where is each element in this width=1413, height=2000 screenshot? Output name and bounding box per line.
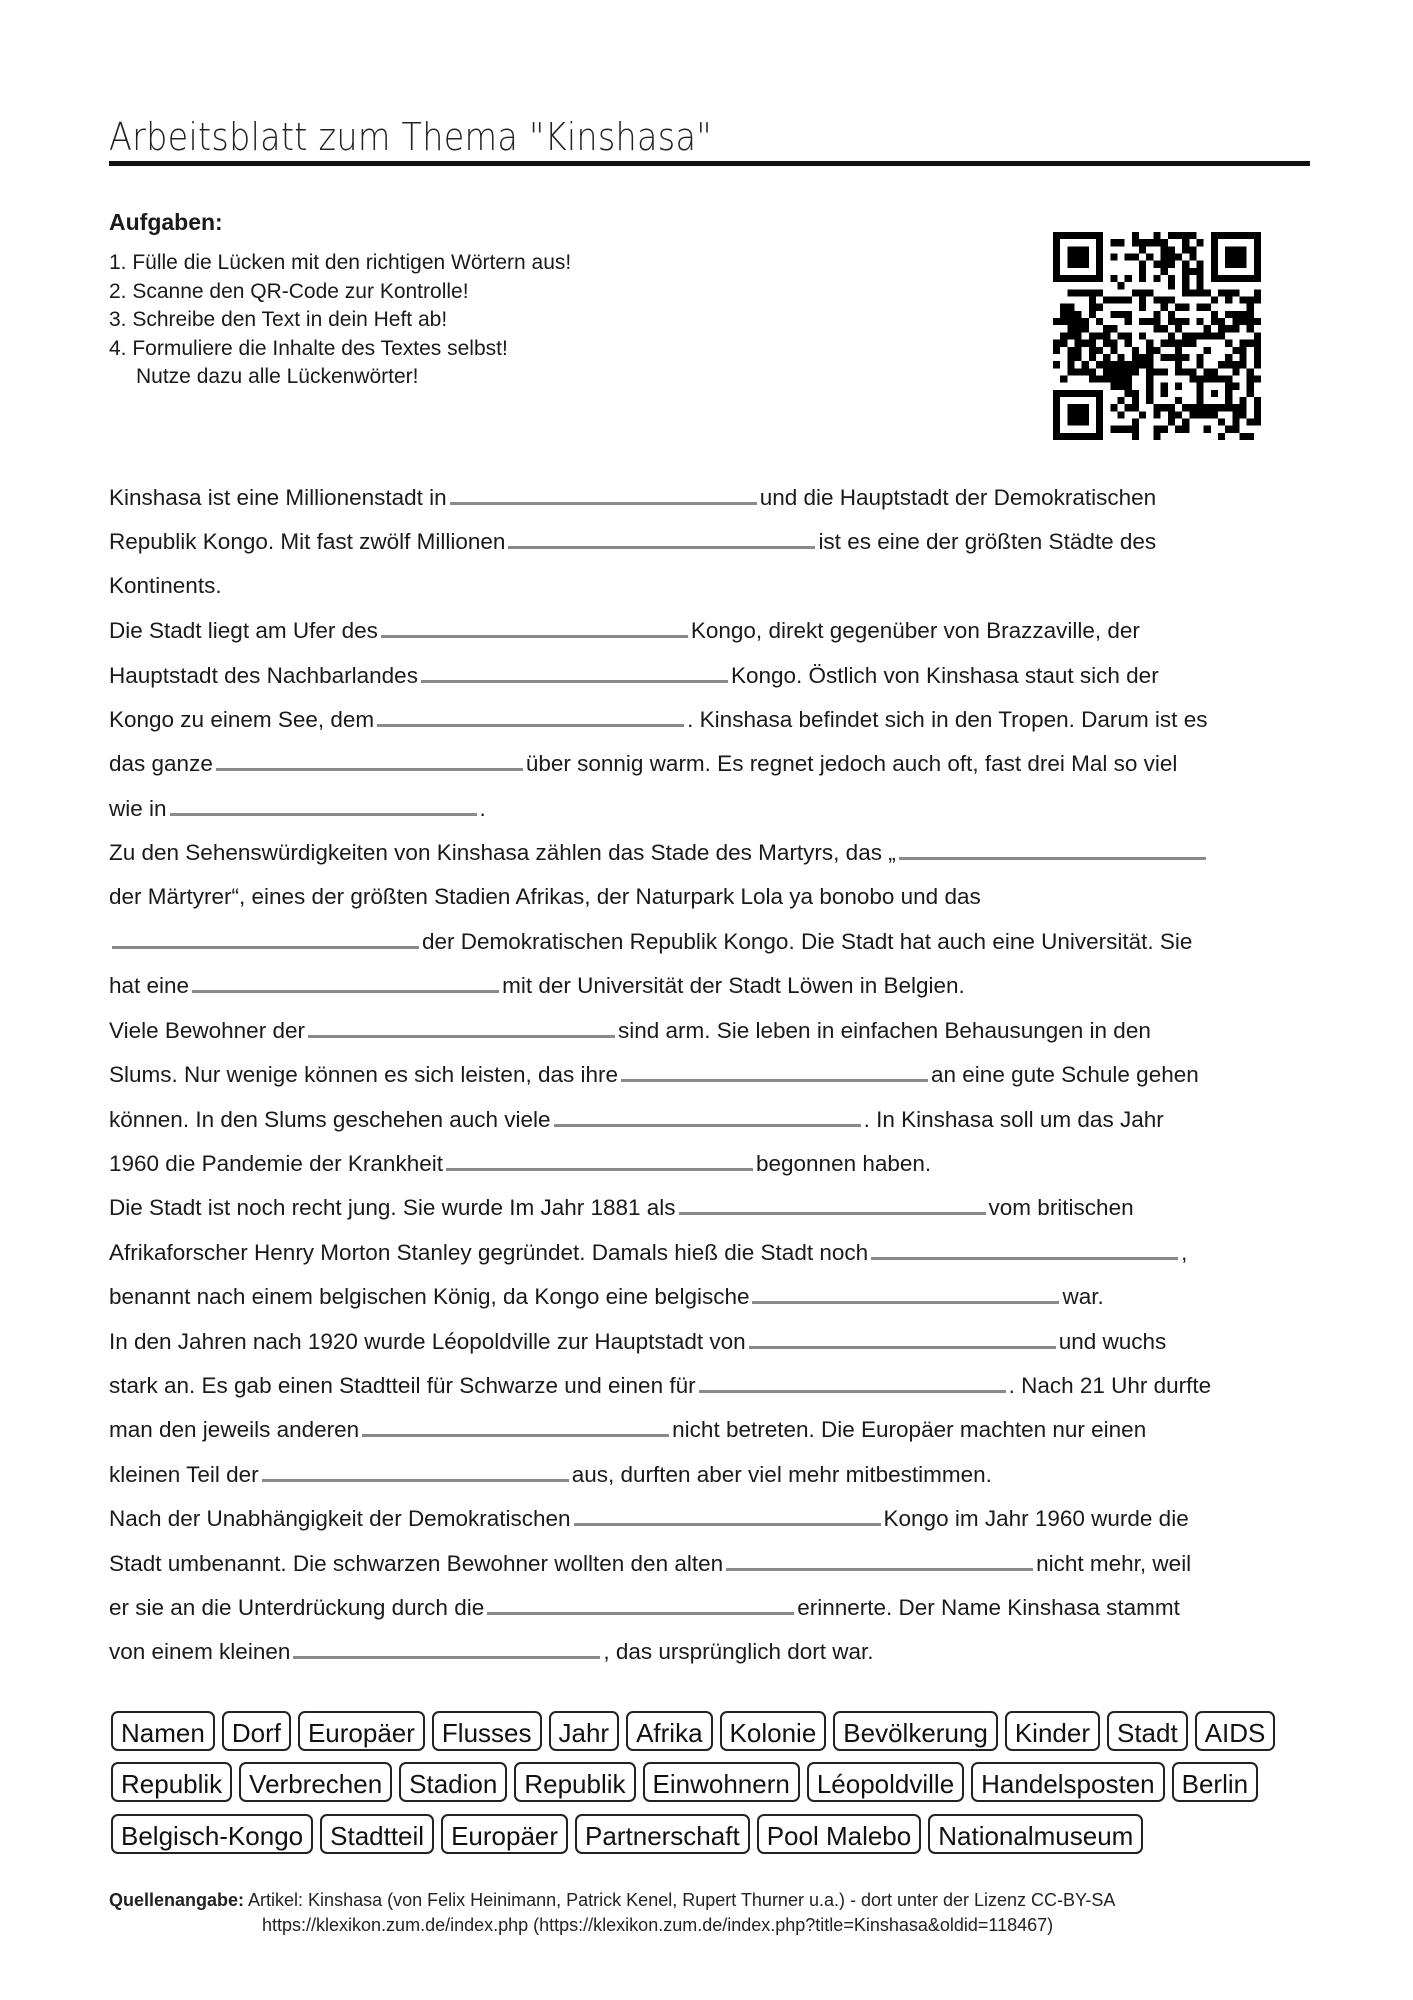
text-line — [109, 482, 1156, 513]
text-segment: Republik Kongo. Mit fast zwölf Millionen — [109, 529, 506, 555]
text-segment: Kongo zu einem See, dem — [109, 707, 375, 732]
text-line — [109, 660, 1159, 691]
task-item: 3. Schreibe den Text in dein Heft ab! — [109, 308, 448, 331]
word-chip[interactable]: Dorf — [222, 1711, 291, 1751]
text-segment: begonnen haben. — [755, 1151, 932, 1176]
blank-gap[interactable] — [508, 526, 815, 549]
blank-gap[interactable] — [554, 1104, 861, 1127]
word-bank-row — [111, 1711, 1275, 1751]
word-chip[interactable]: Einwohnern — [643, 1762, 800, 1802]
text-line — [109, 1059, 1199, 1090]
word-chip[interactable]: Nationalmuseum — [928, 1814, 1143, 1854]
text-segment: der Demokratischen Republik Kongo. Die Stadt hat auch eine Universität. Sie — [422, 929, 1193, 954]
text-segment: , das ursprünglich dort war. — [603, 1639, 874, 1665]
word-chip[interactable]: Pool Malebo — [757, 1814, 922, 1854]
text-line — [109, 1281, 1104, 1312]
word-chip[interactable]: Bevölkerung — [833, 1711, 998, 1751]
text-segment: an eine gute Schule gehen — [931, 1062, 1199, 1088]
blank-gap[interactable] — [574, 1503, 881, 1526]
text-line — [109, 793, 486, 824]
text-line — [109, 1015, 1151, 1046]
text-segment: nicht betreten. Die Europäer machten nur einen — [672, 1417, 1147, 1443]
text-line — [109, 1636, 874, 1667]
source-text: Artikel: Kinshasa (von Felix Heinimann, Patrick Kenel, Rupert Thurner u.a.) - dort unter der Lizenz CC-BY-SA — [244, 1890, 1116, 1910]
text-segment: über sonnig warm. Es regnet jedoch auch oft, fast drei Mal so viel — [525, 751, 1178, 777]
text-segment: war. — [1062, 1284, 1104, 1310]
text-segment: Hauptstadt des Nachbarlandes — [109, 662, 418, 688]
word-bank-row — [111, 1814, 1143, 1854]
text-segment: nicht mehr, weil — [1036, 1550, 1192, 1576]
blank-gap[interactable] — [749, 1326, 1056, 1349]
text-segment: Kongo, direkt gegenüber von Brazzaville, der — [690, 618, 1140, 644]
text-line — [109, 1148, 931, 1179]
word-chip[interactable]: Stadt — [1107, 1711, 1188, 1751]
text-segment: stark an. Es gab einen Stadtteil für Schwarze und einen für — [109, 1373, 696, 1398]
tasks-heading: Aufgaben: — [109, 209, 223, 235]
text-line — [109, 882, 981, 912]
word-chip[interactable]: Flusses — [432, 1711, 542, 1751]
word-chip[interactable]: Jahr — [549, 1711, 620, 1751]
blank-gap[interactable] — [216, 748, 523, 771]
word-chip[interactable]: Stadion — [399, 1762, 507, 1802]
word-chip[interactable]: Handelsposten — [971, 1762, 1164, 1802]
text-segment: Nach der Unabhängigkeit der Demokratischen — [109, 1506, 571, 1532]
text-line — [109, 526, 1156, 557]
blank-gap[interactable] — [362, 1414, 669, 1437]
text-line — [109, 926, 1192, 957]
blank-gap[interactable] — [170, 793, 477, 816]
text-segment: der Märtyrer“, eines der größten Stadien Afrikas, der Naturpark Lola ya bonobo und das — [109, 883, 981, 909]
text-line — [109, 970, 965, 1001]
text-line — [109, 1592, 1180, 1623]
word-chip[interactable]: Republik — [514, 1762, 635, 1802]
text-segment: . Nach 21 Uhr durfte — [1008, 1373, 1212, 1398]
text-segment: das ganze — [109, 751, 213, 777]
source-url: https://klexikon.zum.de/index.php (https://klexikon.zum.de/index.php?title=Kinshasa&oldid=118467) — [262, 1915, 1054, 1935]
blank-gap[interactable] — [446, 1148, 753, 1171]
word-chip[interactable]: AIDS — [1195, 1711, 1276, 1751]
text-segment: Kongo im Jahr 1960 wurde die — [883, 1506, 1189, 1532]
word-chip[interactable]: Léopoldville — [807, 1762, 964, 1802]
word-chip[interactable]: Namen — [111, 1711, 215, 1751]
text-line — [109, 1459, 992, 1490]
blank-gap[interactable] — [621, 1059, 928, 1082]
text-segment: Die Stadt ist noch recht jung. Sie wurde Im Jahr 1881 als — [109, 1195, 676, 1221]
blank-gap[interactable] — [679, 1192, 986, 1215]
text-segment: können. In den Slums geschehen auch viele — [109, 1106, 551, 1132]
text-segment: . In Kinshasa soll um das Jahr — [863, 1106, 1164, 1132]
blank-gap[interactable] — [487, 1592, 794, 1615]
text-segment: von einem kleinen — [109, 1639, 291, 1665]
text-line — [109, 1370, 1211, 1401]
blank-gap[interactable] — [192, 970, 499, 993]
blank-gap[interactable] — [381, 615, 688, 638]
text-segment: Viele Bewohner der — [109, 1017, 305, 1043]
text-line — [109, 704, 1207, 735]
qr-code-icon — [1053, 232, 1261, 440]
text-segment: er sie an die Unterdrückung durch die — [109, 1595, 485, 1620]
word-chip[interactable]: Belgisch-Kongo — [111, 1814, 313, 1854]
blank-gap[interactable] — [899, 837, 1206, 860]
word-chip[interactable]: Verbrechen — [239, 1762, 392, 1802]
blank-gap[interactable] — [752, 1281, 1059, 1304]
blank-gap[interactable] — [308, 1015, 615, 1038]
blank-gap[interactable] — [450, 482, 757, 505]
word-bank-row — [111, 1762, 1258, 1802]
text-segment: Zu den Sehenswürdigkeiten von Kinshasa zählen das Stade des Martyrs, das „ — [109, 840, 896, 866]
text-segment: und wuchs — [1058, 1328, 1167, 1354]
blank-gap[interactable] — [726, 1548, 1033, 1571]
task-item: 1. Fülle die Lücken mit den richtigen Wörtern aus! — [109, 251, 572, 274]
text-segment: ist es eine der größten Städte des — [818, 529, 1157, 555]
text-segment: , — [1181, 1239, 1188, 1265]
text-segment: Kinshasa ist eine Millionenstadt in — [109, 485, 447, 510]
word-chip[interactable]: Berlin — [1172, 1762, 1258, 1802]
text-line — [109, 1192, 1134, 1223]
text-segment: Kontinents. — [109, 572, 222, 598]
text-line — [109, 1237, 1187, 1268]
blank-gap[interactable] — [293, 1636, 600, 1659]
source-label: Quellenangabe: — [109, 1890, 245, 1910]
text-line — [109, 571, 222, 601]
text-line — [109, 1326, 1166, 1357]
text-segment: wie in — [109, 795, 167, 821]
blank-gap[interactable] — [377, 704, 684, 727]
text-line — [109, 1104, 1164, 1135]
text-segment: 1960 die Pandemie der Krankheit — [109, 1151, 443, 1176]
word-chip[interactable]: Kinder — [1005, 1711, 1100, 1751]
task-item: Nutze dazu alle Lückenwörter! — [136, 365, 419, 388]
text-segment: Kongo. Östlich von Kinshasa staut sich der — [730, 662, 1159, 688]
word-chip[interactable]: Partnerschaft — [575, 1814, 750, 1854]
text-segment: kleinen Teil der — [109, 1461, 259, 1487]
blank-gap[interactable] — [421, 660, 728, 683]
word-chip[interactable]: Europäer — [441, 1814, 568, 1854]
text-segment: sind arm. Sie leben in einfachen Behausungen in den — [617, 1017, 1151, 1043]
text-line — [109, 1503, 1189, 1534]
source-note — [109, 1888, 1115, 1913]
task-item: 4. Formuliere die Inhalte des Textes selbst! — [109, 336, 508, 360]
text-line — [109, 748, 1177, 779]
word-chip[interactable]: Europäer — [298, 1711, 425, 1751]
blank-gap[interactable] — [112, 926, 419, 949]
blank-gap[interactable] — [871, 1237, 1178, 1260]
text-segment: Slums. Nur wenige können es sich leisten, das ihre — [109, 1062, 619, 1088]
text-segment: hat eine — [109, 973, 190, 999]
task-list — [109, 249, 571, 392]
text-segment: man den jeweils anderen — [109, 1417, 360, 1443]
text-segment: Afrikaforscher Henry Morton Stanley gegründet. Damals hieß die Stadt noch — [109, 1239, 869, 1265]
word-chip[interactable]: Afrika — [626, 1711, 712, 1751]
text-line — [109, 837, 1209, 868]
text-segment: Die Stadt liegt am Ufer des — [109, 618, 378, 644]
text-segment: In den Jahren nach 1920 wurde Léopoldville zur Hauptstadt von — [109, 1328, 746, 1354]
task-item: 2. Scanne den QR-Code zur Kontrolle! — [109, 279, 469, 303]
word-chip[interactable]: Stadtteil — [320, 1814, 434, 1854]
text-segment: . Kinshasa befindet sich in den Tropen. Darum ist es — [687, 707, 1208, 732]
text-line — [109, 1414, 1146, 1445]
text-line — [109, 615, 1140, 646]
blank-gap[interactable] — [262, 1459, 569, 1482]
word-chip[interactable]: Kolonie — [720, 1711, 827, 1751]
title-rule — [109, 161, 1310, 166]
text-segment: mit der Universität der Stadt Löwen in Belgien. — [502, 973, 965, 999]
text-segment: vom britischen — [988, 1195, 1134, 1221]
blank-gap[interactable] — [699, 1370, 1006, 1393]
text-segment: benannt nach einem belgischen König, da Kongo eine belgische — [109, 1284, 750, 1310]
text-segment: erinnerte. Der Name Kinshasa stammt — [797, 1595, 1180, 1620]
text-segment: Stadt umbenannt. Die schwarzen Bewohner wollten den alten — [109, 1550, 724, 1576]
word-chip[interactable]: Republik — [111, 1762, 232, 1802]
page-title: Arbeitsblatt zum Thema "Kinshasa" — [109, 115, 712, 159]
text-segment: . — [479, 795, 486, 821]
text-segment: und die Hauptstadt der Demokratischen — [759, 485, 1157, 510]
text-line — [109, 1548, 1191, 1579]
text-segment: aus, durften aber viel mehr mitbestimmen. — [571, 1461, 992, 1487]
